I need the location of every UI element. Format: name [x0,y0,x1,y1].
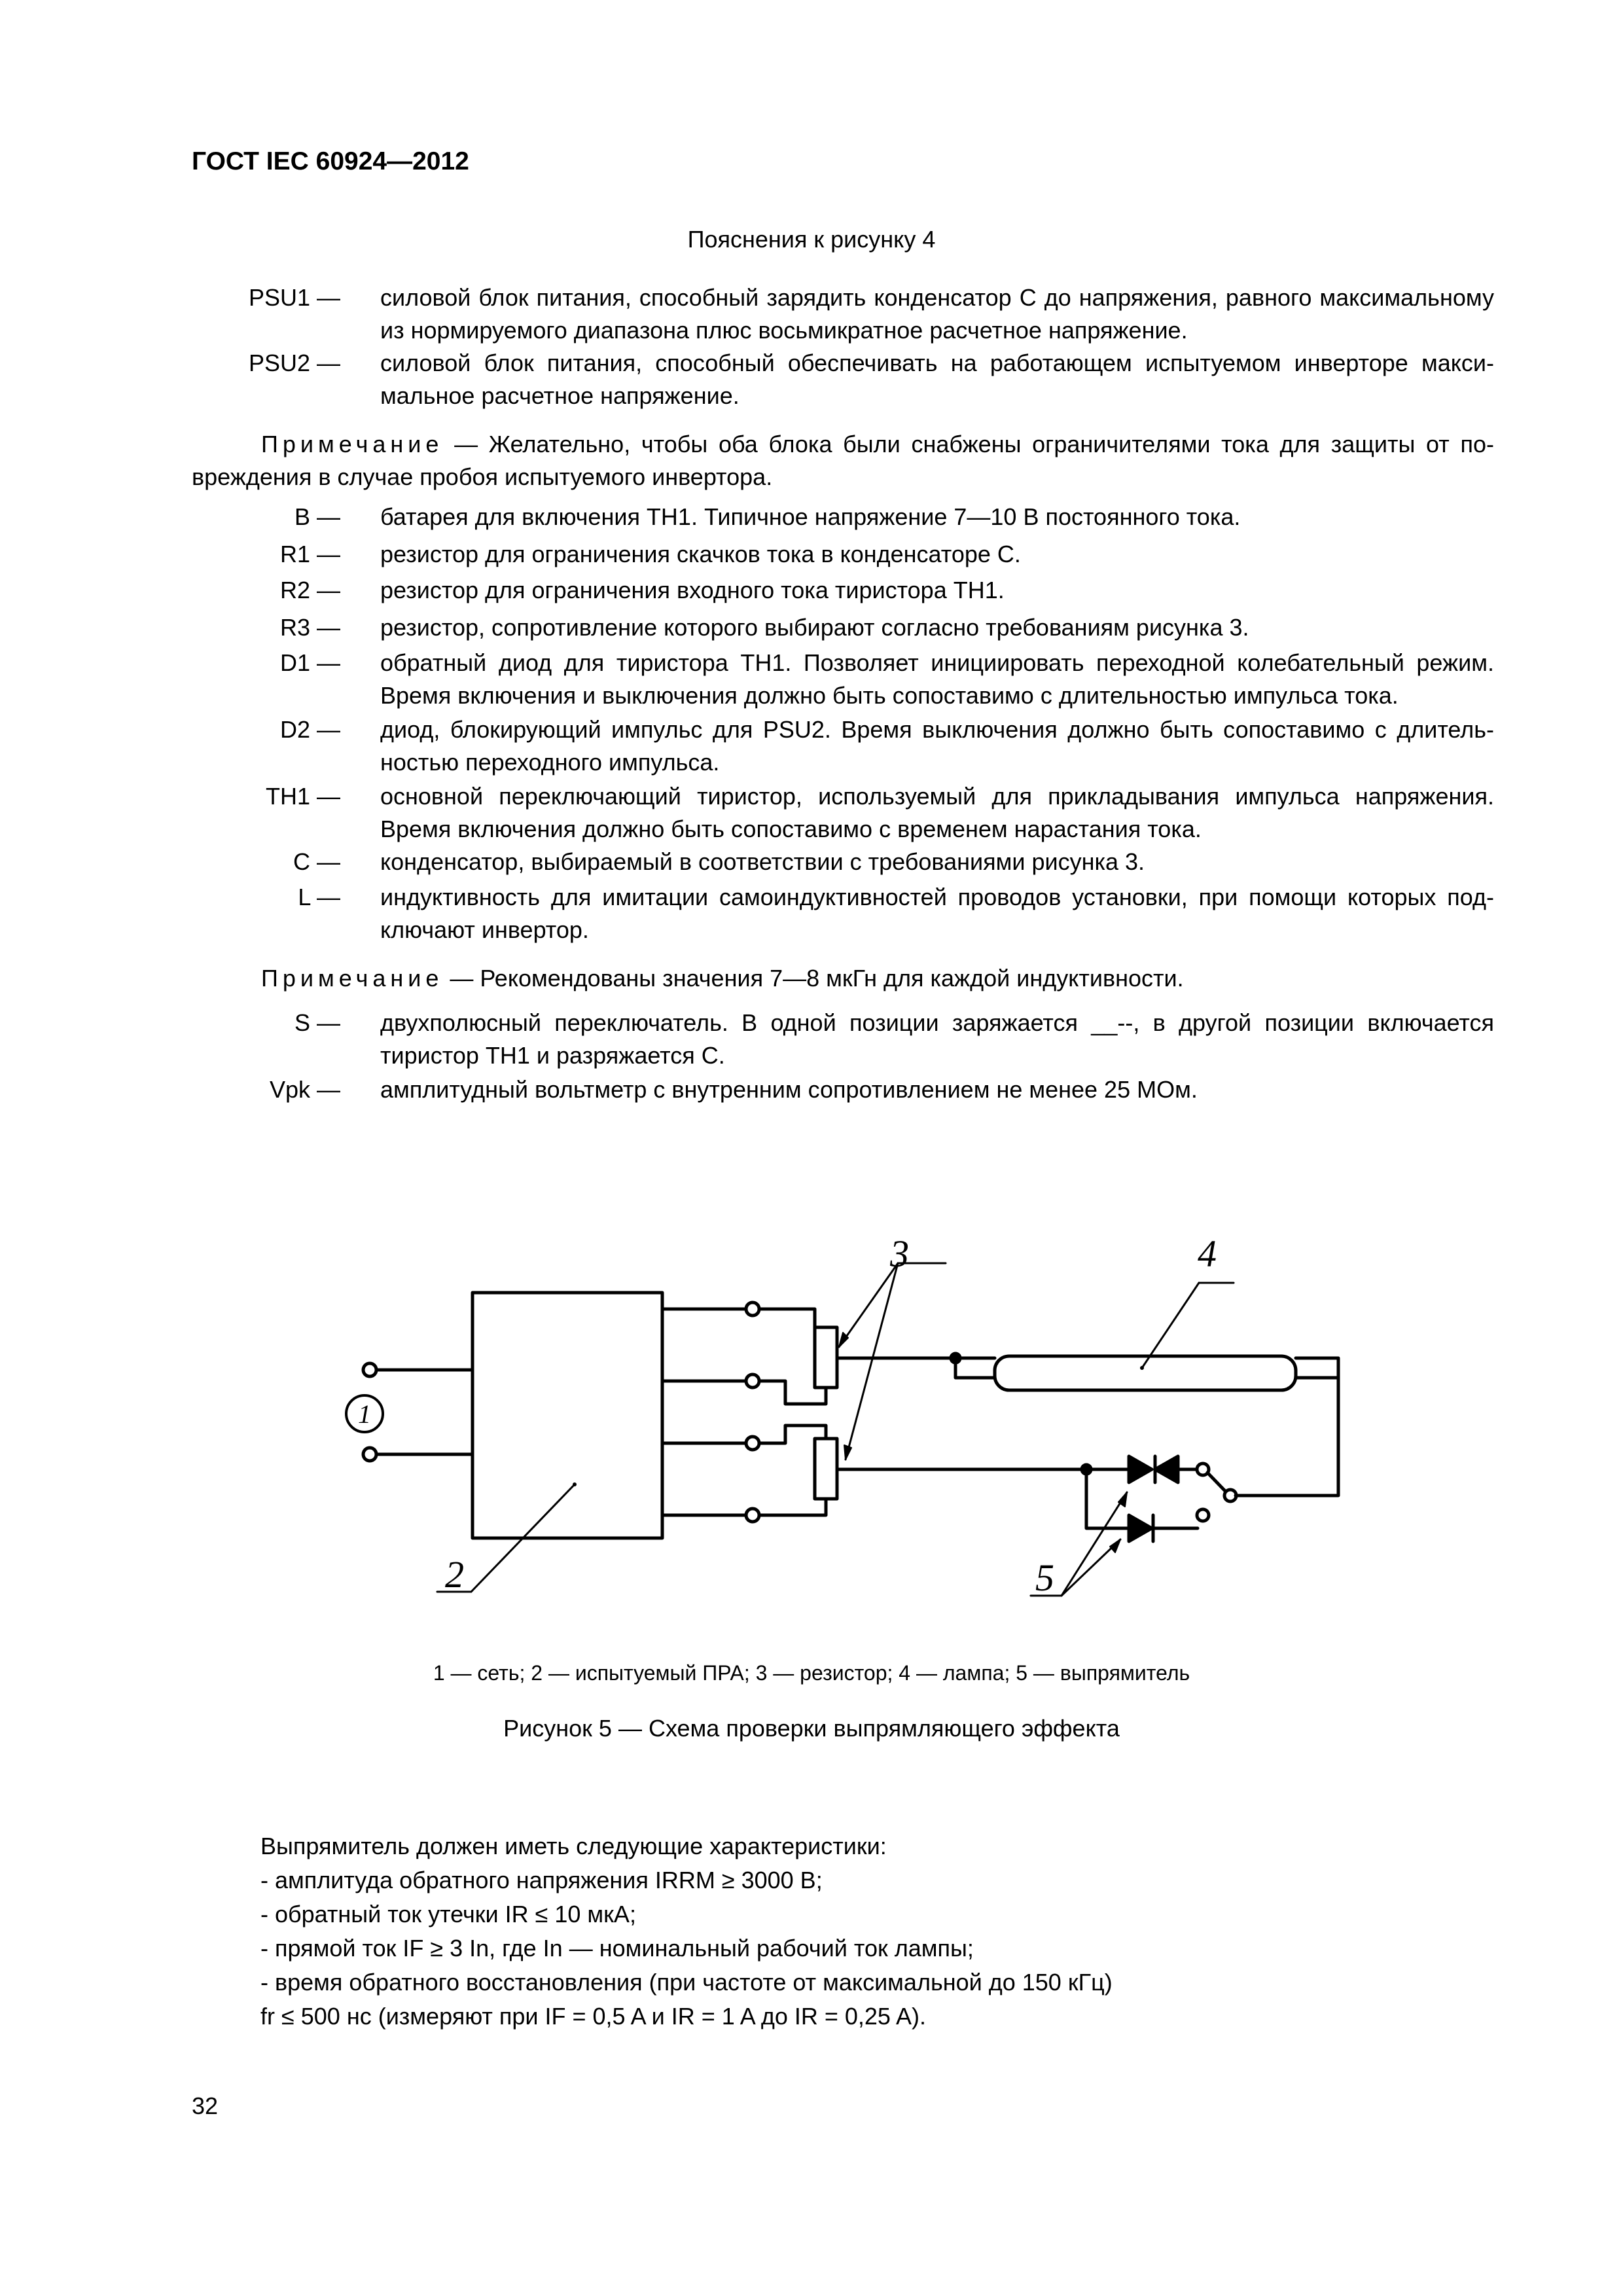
definition-term: TH1 — [265,783,340,810]
page-number: 32 [192,2092,219,2119]
definition-text: обратный диод для тиристора TH1. Позволяет инициировать переходной колебательный режим. Время включения и выключения должно быть сопоставимо с длительностью импульса тока. [380,649,1494,709]
definition-term: Vpk — [269,1076,340,1103]
definition-text: конденсатор, выбираемый в соответствии с требованиями рисунка 3. [380,848,1145,875]
definition-text: основной переключающий тиристор, используемый для прикладывания импульса напряжения. Время включения должно быть сопоставимо с временем нарастания тока. [380,783,1494,842]
definition-term: R3 — [279,614,340,641]
definition-text: индуктивность для имитации самоиндуктивностей проводов установки, при помощи которых подключают инвертор. [380,884,1494,943]
label-2: 2 [445,1553,464,1596]
definition-term: S — [294,1009,340,1036]
definition-term: PSU1 — [248,284,340,311]
definition-text: резистор для ограничения входного тока тиристора TH1. [380,577,1005,603]
definition-text: двухполюсный переключатель. В одной позиции заряжается __--, в другой позиции включается тиристор TH1 и разряжается C. [380,1009,1494,1069]
label-1: 1 [358,1399,371,1429]
note-text: — Рекомендованы значения 7—8 мкГн для каждой индуктивности. [443,965,1184,992]
definition-term: D2 — [279,716,340,743]
requirements-list [260,1829,1497,2034]
document-header: ГОСТ IEC 60924—2012 [192,147,469,175]
label-3: 3 [890,1232,909,1275]
definition-term: C — [293,848,340,875]
definition-term: PSU2 — [248,350,340,376]
ballast-box [437,1293,662,1592]
requirement-item: - обратный ток утечки IR ≤ 10 мкА; [260,1901,636,1928]
definition-text: резистор для ограничения скачков тока в конденсаторе C. [380,541,1021,567]
figure-caption: Рисунок 5 — Схема проверки выпрямляющего эффекта [503,1715,1120,1742]
definition-text: силовой блок питания, способный зарядить конденсатор C до напряжения, равного максимальному из нормируемого диапазона плюс восьмикратное расчетное напряжение. [380,284,1494,344]
definition-text: батарея для включения TH1. Типичное напряжение 7—10 В постоянного тока. [380,503,1241,530]
resistors [815,1263,1086,1499]
requirement-item: - время обратного восстановления (при частоте от максимальной до 150 кГц) [260,1969,1113,1996]
note-text: — Желательно, чтобы оба блока были снабжены ограничителями тока для защиты от повреждения в случае пробоя испытуемого инвертора. [192,431,1494,490]
requirement-item: - амплитуда обратного напряжения IRRM ≥ 3000 В; [260,1867,823,1893]
label-4: 4 [1198,1232,1217,1275]
definition-text: резистор, сопротивление которого выбирают согласно требованиям рисунка 3. [380,614,1249,641]
rectifier [1031,1456,1302,1596]
requirement-item: fr ≤ 500 нс (измеряют при IF = 0,5 A и IR = 1 A до IR = 0,25 A). [260,2003,926,2030]
definition-term: D1 — [279,649,340,676]
requirement-item: - прямой ток IF ≥ 3 In, где In — номинальный рабочий ток лампы; [260,1935,974,1962]
definition-text: амплитудный вольтметр с внутренним сопротивлением не менее 25 МОм. [380,1076,1198,1103]
definition-term: R2 — [279,577,340,603]
label-5: 5 [1035,1556,1054,1599]
definition-term: L — [298,884,340,910]
note-label: Примечание [261,965,444,992]
note-label: Примечание [261,431,444,457]
definition-term: B — [294,503,340,530]
definition-text: диод, блокирующий импульс для PSU2. Время выключения должно быть сопоставимо с длительностью переходного импульса. [380,716,1494,776]
requirement-intro: Выпрямитель должен иметь следующие характеристики: [260,1833,887,1859]
section-title: Пояснения к рисунку 4 [687,226,936,253]
definition-term: R1 — [279,541,340,567]
ballast-outputs [662,1302,826,1522]
definition-text: силовой блок питания, способный обеспечивать на работающем испытуемом инверторе максимальное расчетное напряжение. [380,350,1494,409]
figure-legend: 1 — сеть; 2 — испытуемый ПРА; 3 — резистор; 4 — лампа; 5 — выпрямитель [433,1661,1190,1685]
